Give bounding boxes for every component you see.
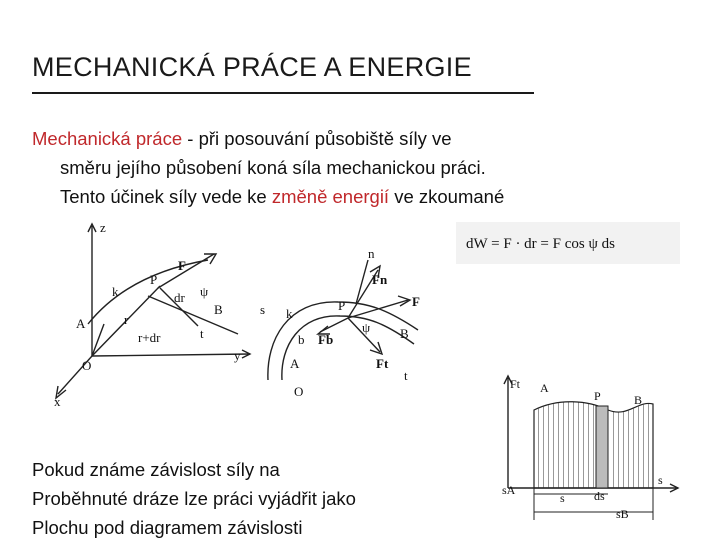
bottom-text [32,455,502,542]
formula-box [456,222,680,264]
label-n: n [368,246,375,261]
label-F: F [178,258,186,273]
term-energy-change: změně energií [271,186,390,207]
label-Fn: Fn [372,272,388,287]
page-title: MECHANICKÁ PRÁCE A ENERGIE [32,52,472,82]
label-y: y [234,348,241,363]
label-P: P [150,272,158,287]
term-mechanical-work: Mechanická práce [32,128,183,149]
bottom-line1: Pokud známe závislost síly na [32,459,280,480]
label-psi-mid: ψ [362,320,371,335]
figure-vector-diagram [28,214,258,410]
definition-paragraph [32,124,687,211]
paragraph-line3-after: ve zkoumané [389,186,505,207]
label-B: B [214,302,223,317]
bottom-line2: Proběhnuté dráze lze práci vyjádřit jako [32,488,356,509]
label-sB: sB [616,507,629,521]
label-Ft-axis: Ft [510,377,521,391]
label-s-axis: s [658,473,663,487]
label-sA: sA [502,483,516,497]
paragraph-line2: směru jejího působení koná síla mechanickou práci. [60,157,486,178]
label-k-mid: k [286,306,293,321]
label-O: O [82,358,92,373]
label-A-mid: A [290,356,300,371]
figure-work-area-diagram [488,370,688,530]
label-P-mid: P [338,298,346,313]
bottom-line3: Plochu pod diagramem závislosti [32,517,303,538]
label-k: k [112,284,119,299]
label-F-mid: F [412,294,420,309]
label-b: b [298,332,305,347]
label-dr: dr [174,290,185,305]
label-t: t [200,326,204,341]
label-P-right: P [594,389,601,403]
label-B-mid: B [400,326,409,341]
label-psi: ψ [200,284,209,299]
paragraph-line3-before: Tento účinek síly vede ke [60,186,272,207]
label-s-mid: s [260,302,266,317]
figure-force-components [258,240,450,400]
label-r-dr: r+dr [138,330,161,345]
label-A-right: A [540,381,549,395]
label-s-interval: s [560,491,565,505]
label-x: x [54,394,61,409]
label-ds: ds [594,489,605,503]
label-r: r [124,312,129,327]
paragraph-line1-rest: - při posouvání působiště síly ve [182,128,452,149]
label-B-right: B [634,393,643,407]
title-underline [32,92,534,94]
label-t-mid: t [404,368,408,383]
formula-text: dW = F · dr = F cos ψ ds [466,236,615,252]
label-Fb: Fb [318,332,334,347]
label-Ft: Ft [376,356,389,371]
label-z: z [100,220,106,235]
label-O-mid: O [294,384,304,399]
label-A: A [76,316,86,331]
